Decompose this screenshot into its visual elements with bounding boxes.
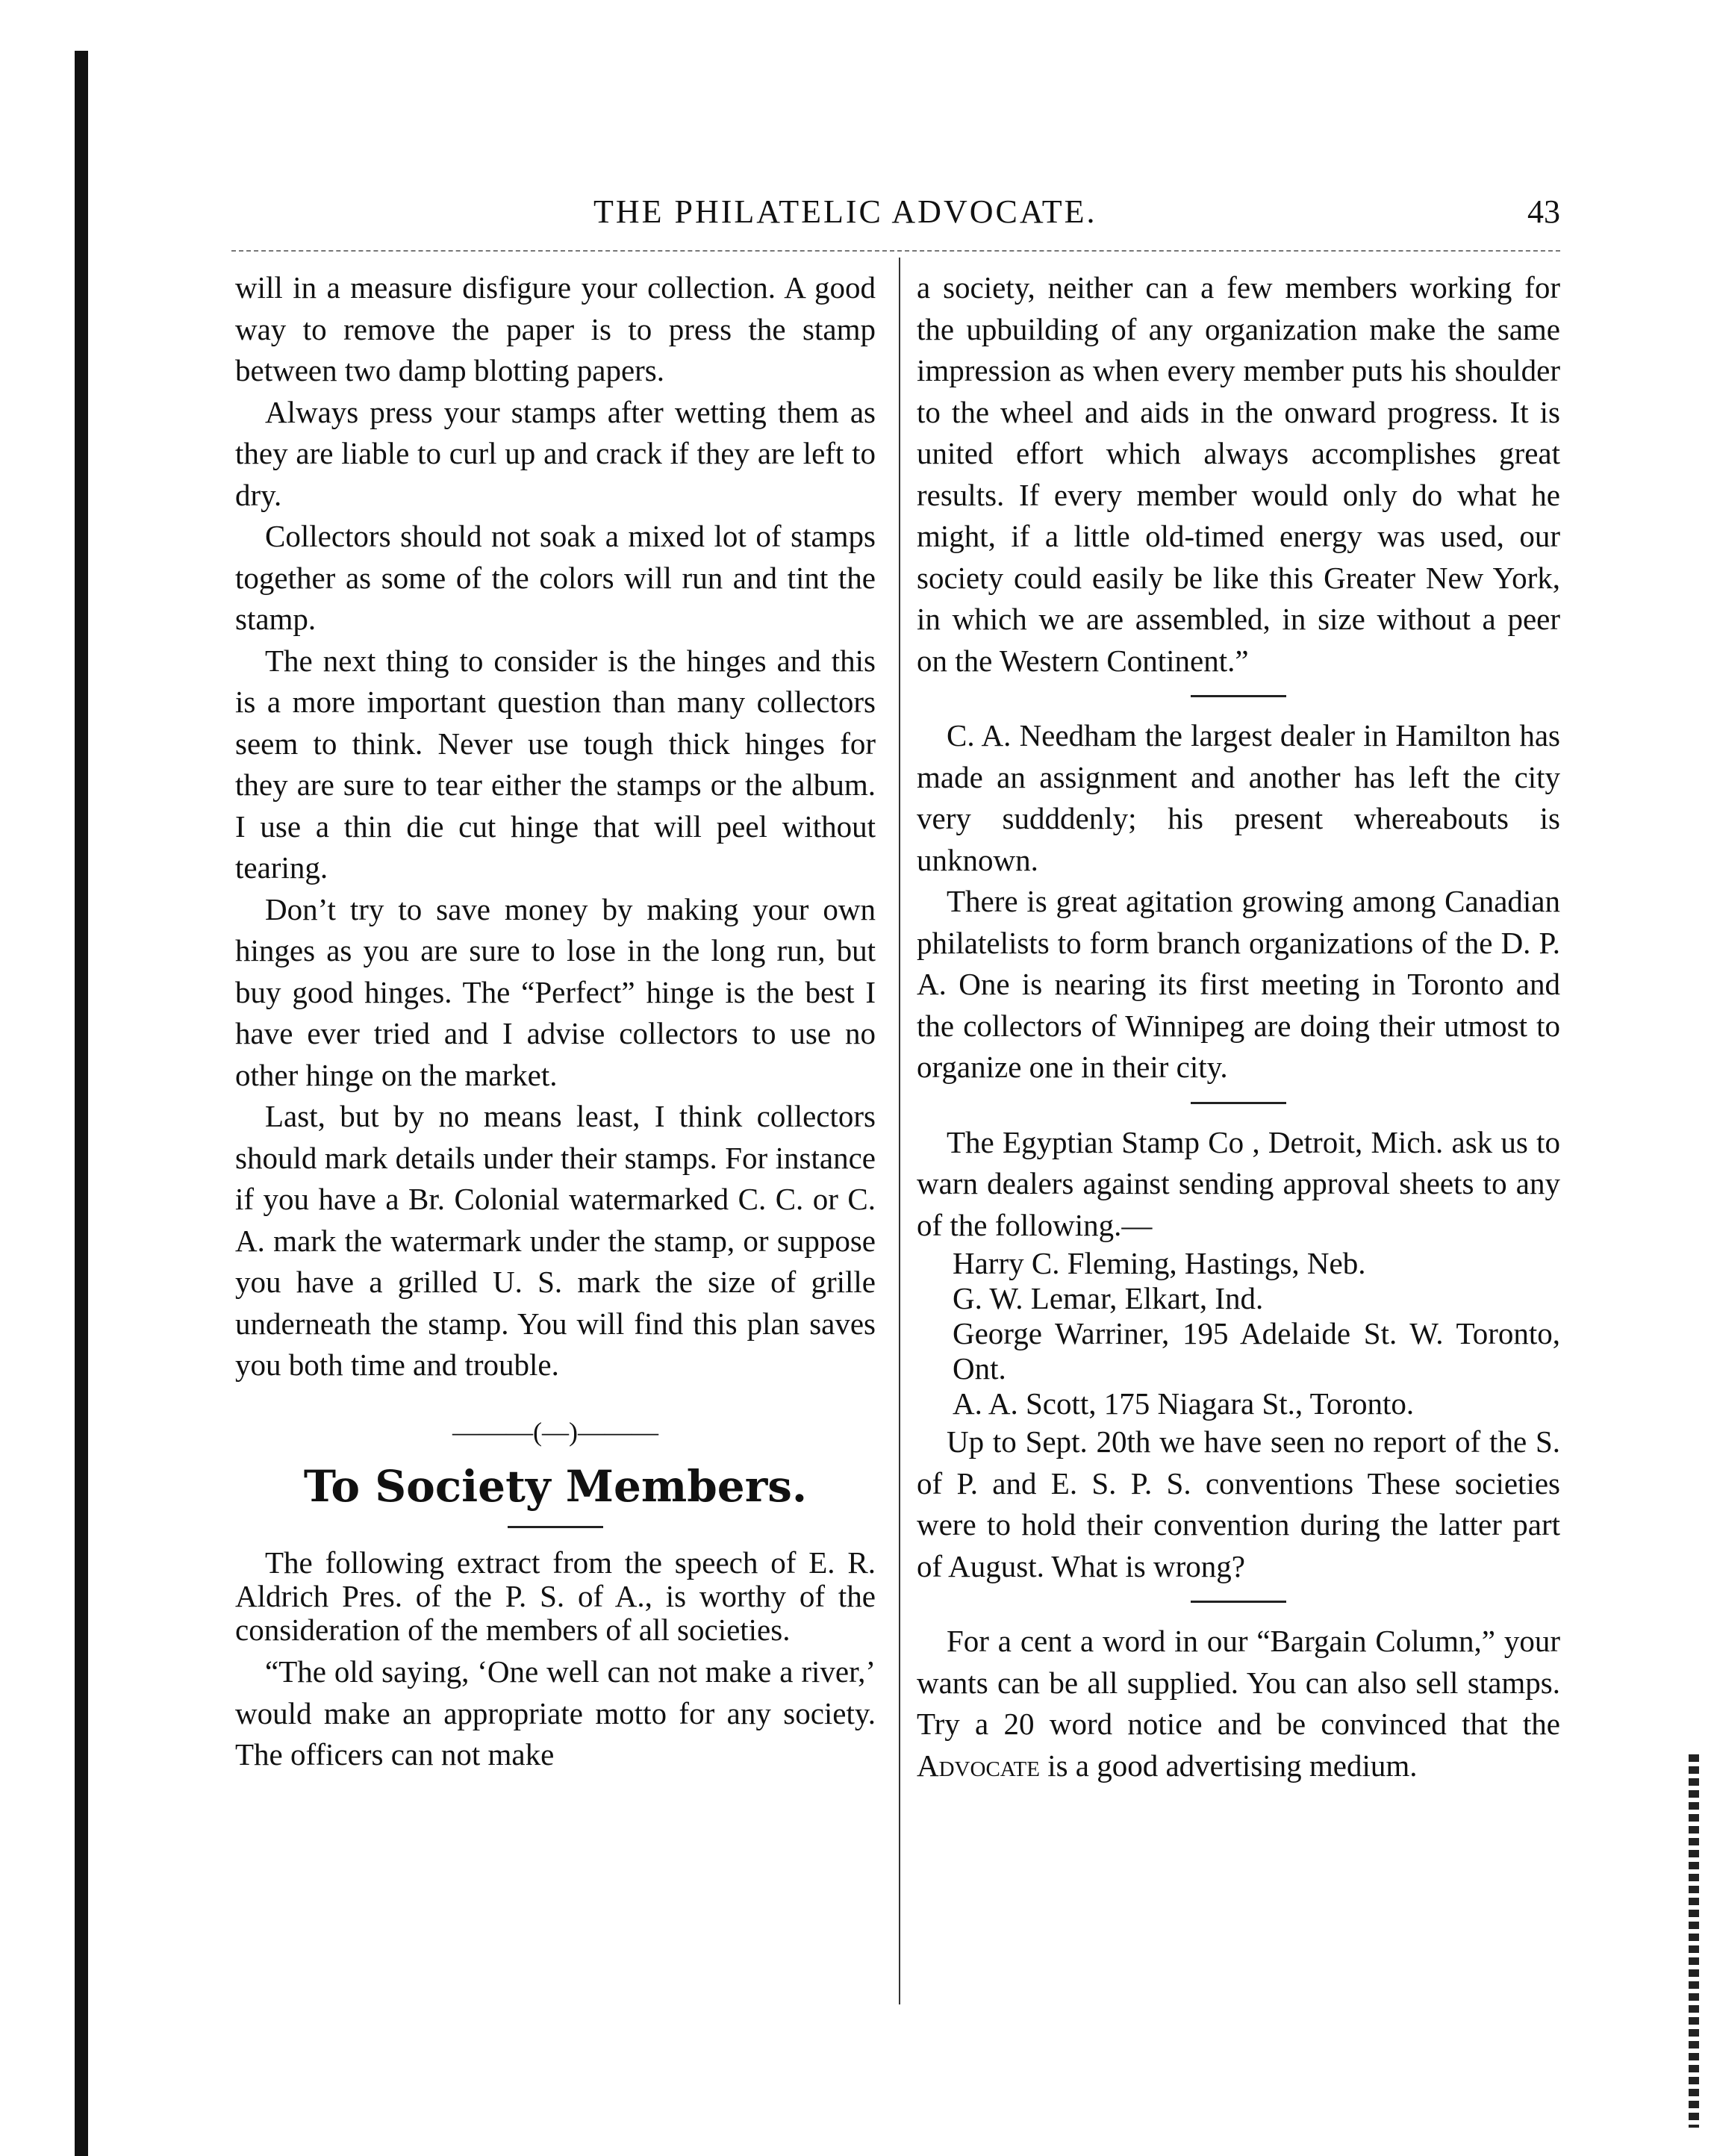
list-item: A. A. Scott, 175 Niagara St., Toronto. (953, 1386, 1415, 1421)
paragraph: Always press your stamps after wetting them as they are liable to curl up and crack if they are left to dry. (235, 394, 876, 512)
paragraph: a society, neither can a few members working for the upbuilding of any organization make the same impression as when every member puts his shoulder to the wheel and aids in the onward progress. It is united effort which always accomplishes great results. If every member would only do what he might, if a little old-timed energy was used, our society could easily be like this Greater New York, in which we are assembled, in size without a peer on the Western Continent.” (917, 270, 1560, 678)
paragraph: will in a measure disfigure your collection. A good way to remove the paper is to press the stamp between two damp blotting papers. (235, 270, 876, 387)
paragraph: “The old saying, ‘One well can not make a river,’ would make an appropriate motto for any society. The officers can not make (235, 1654, 876, 1772)
page-header (231, 193, 1560, 237)
short-rule (1191, 1601, 1286, 1603)
list-item: G. W. Lemar, Elkart, Ind. (953, 1281, 1264, 1315)
short-rule (1191, 1102, 1286, 1104)
left-column (235, 267, 876, 1776)
scan-edge-marks (1689, 1754, 1699, 2128)
short-rule (508, 1526, 603, 1528)
short-rule (1191, 695, 1286, 697)
paragraph: There is great agitation growing among Canadian philatelists to form branch organizations of the D. P. A. One is nearing its first meeting in Toronto and the collectors of Winnipeg are doing their utmost to organize one in their city. (917, 884, 1560, 1084)
paragraph: Last, but by no means least, I think collectors should mark details under their stamps. For instance if you have a Br. Colonial watermarked C. C. or C. A. mark the watermark under the stamp, or suppose you have a grilled U. S. mark the size of grille underneath the stamp. You will find this plan saves you both time and trouble. (235, 1099, 876, 1382)
advocate-smallcaps: Advocate (917, 1748, 1040, 1783)
running-title: THE PHILATELIC ADVOCATE. (593, 193, 1097, 230)
ad-text-start: For a cent a word in our “Bargain Column,” your wants can be all supplied. You can also sell stamps. Try a 20 word notice and be convinced that the (917, 1624, 1560, 1741)
paragraph: The next thing to consider is the hinges and this is a more important question than many collectors seem to think. Never use tough thick hinges for they are sure to tear either the stamps or the album. I use a thin die cut hinge that will peel without tearing. (235, 643, 876, 885)
paragraph: Up to Sept. 20th we have seen no report of the S. of P. and E. S. P. S. conventions These societies were to hold their convention during the latter part of August. What is wrong? (917, 1424, 1560, 1583)
section-ornament: ———(—)——— (452, 1416, 658, 1447)
warning-list (917, 1246, 1560, 1421)
page-number: 43 (1527, 193, 1560, 230)
section-heading: To Society Members. (303, 1461, 808, 1512)
header-rule (231, 250, 1560, 252)
column-divider (899, 258, 900, 2004)
paragraph: C. A. Needham the largest dealer in Hamilton has made an assignment and another has left the city very sudddenly; his present whereabouts is unknown. (917, 718, 1560, 877)
scan-edge-bar (75, 51, 88, 2156)
right-column (917, 267, 1560, 1786)
paragraph: Collectors should not soak a mixed lot of stamps together as some of the colors will run and tint the stamp. (235, 519, 876, 636)
paragraph: The following extract from the speech of E. R. Aldrich Pres. of the P. S. of A., is worthy of the consideration of the members of all societies. (235, 1545, 876, 1647)
list-item: Harry C. Fleming, Hastings, Neb. (953, 1246, 1366, 1280)
paragraph: Don’t try to save money by making your own hinges as you are sure to lose in the long run, but buy good hinges. The “Perfect” hinge is the best I have ever tried and I advise collectors to use no other hinge on the market. (235, 891, 876, 1092)
paragraph: The Egyptian Stamp Co , Detroit, Mich. ask us to warn dealers against sending approval sheets to any of the following.— (917, 1124, 1560, 1242)
paragraph (917, 1621, 1560, 1786)
ad-text-end: is a good advertising medium. (1039, 1748, 1418, 1783)
list-item: George Warriner, 195 Adelaide St. W. Toronto, Ont. (953, 1316, 1560, 1386)
